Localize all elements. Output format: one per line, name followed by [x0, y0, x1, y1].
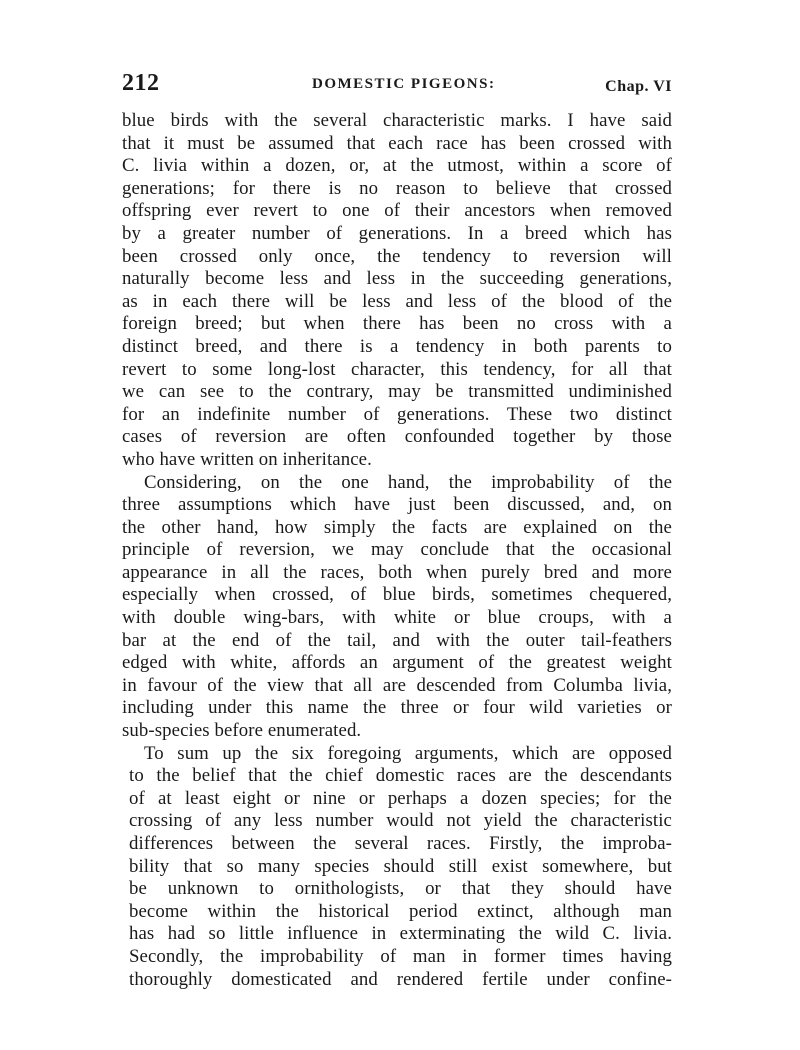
text-line: thoroughly domesticated and rendered fertile under confine-	[129, 968, 672, 990]
text-line: including under this name the three or four wild varieties or	[122, 697, 672, 719]
text-line: especially when crossed, of blue birds, sometimes chequered,	[122, 584, 672, 606]
text-line: by a greater number of generations. In a breed which has	[122, 222, 672, 244]
text-line: Secondly, the improbability of man in former times having	[129, 945, 672, 967]
text-line: bility that so many species should still exist somewhere, but	[129, 855, 672, 877]
text-line: been crossed only once, the tendency to reversion will	[122, 245, 672, 267]
text-line: generations; for there is no reason to believe that crossed	[122, 177, 672, 199]
running-title: DOMESTIC PIGEONS:	[312, 76, 496, 92]
chapter-label: Chap. VI	[605, 78, 672, 95]
text-line: for an indefinite number of generations. These two distinct	[122, 403, 672, 425]
text-line: offspring ever revert to one of their ancestors when removed	[122, 200, 672, 222]
text-line: cases of reversion are often confounded together by those	[122, 426, 672, 448]
body-text	[122, 110, 672, 991]
text-line: that it must be assumed that each race has been crossed with	[122, 132, 672, 154]
text-line: bar at the end of the tail, and with the outer tail-feathers	[122, 629, 672, 651]
text-line: three assumptions which have just been discussed, and, on	[122, 494, 672, 516]
text-line: differences between the several races. Firstly, the improba-	[129, 833, 672, 854]
text-line: we can see to the contrary, may be transmitted undiminished	[122, 381, 672, 403]
text-line: as in each there will be less and less of the blood of the	[122, 290, 672, 312]
text-line: Considering, on the one hand, the improbability of the	[144, 471, 672, 493]
text-line: has had so little influence in exterminating the wild C. livia.	[129, 923, 672, 945]
page-header	[122, 70, 672, 100]
text-line: revert to some long-lost character, this tendency, for all that	[122, 358, 672, 380]
text-line: principle of reversion, we may conclude that the occasional	[122, 539, 672, 561]
text-line: foreign breed; but when there has been no cross with a	[122, 313, 672, 335]
text-line: be unknown to ornithologists, or that they should have	[129, 878, 672, 900]
text-line: C. livia within a dozen, or, at the utmost, within a score of	[122, 155, 672, 177]
text-line: To sum up the six foregoing arguments, which are opposed	[144, 742, 672, 764]
text-line: in favour of the view that all are descended from Columba livia,	[122, 674, 672, 696]
text-line: who have written on inheritance.	[122, 448, 372, 470]
text-line: edged with white, affords an argument of the greatest weight	[122, 652, 672, 674]
text-line: of at least eight or nine or perhaps a dozen species; for the	[129, 787, 672, 809]
text-line: crossing of any less number would not yield the characteristic	[129, 810, 672, 832]
text-line: with double wing-bars, with white or blue croups, with a	[122, 607, 672, 629]
text-line: blue birds with the several characteristic marks. I have said	[122, 110, 672, 131]
text-line: sub-species before enumerated.	[122, 720, 362, 742]
page-number: 212	[122, 70, 160, 96]
text-line: become within the historical period extinct, although man	[129, 900, 672, 922]
text-line: appearance in all the races, both when purely bred and more	[122, 561, 672, 583]
text-line: the other hand, how simply the facts are explained on the	[122, 516, 672, 538]
text-line: naturally become less and less in the succeeding generations,	[122, 268, 672, 290]
text-line: to the belief that the chief domestic races are the descendants	[129, 765, 672, 787]
text-line: distinct breed, and there is a tendency in both parents to	[122, 335, 672, 357]
